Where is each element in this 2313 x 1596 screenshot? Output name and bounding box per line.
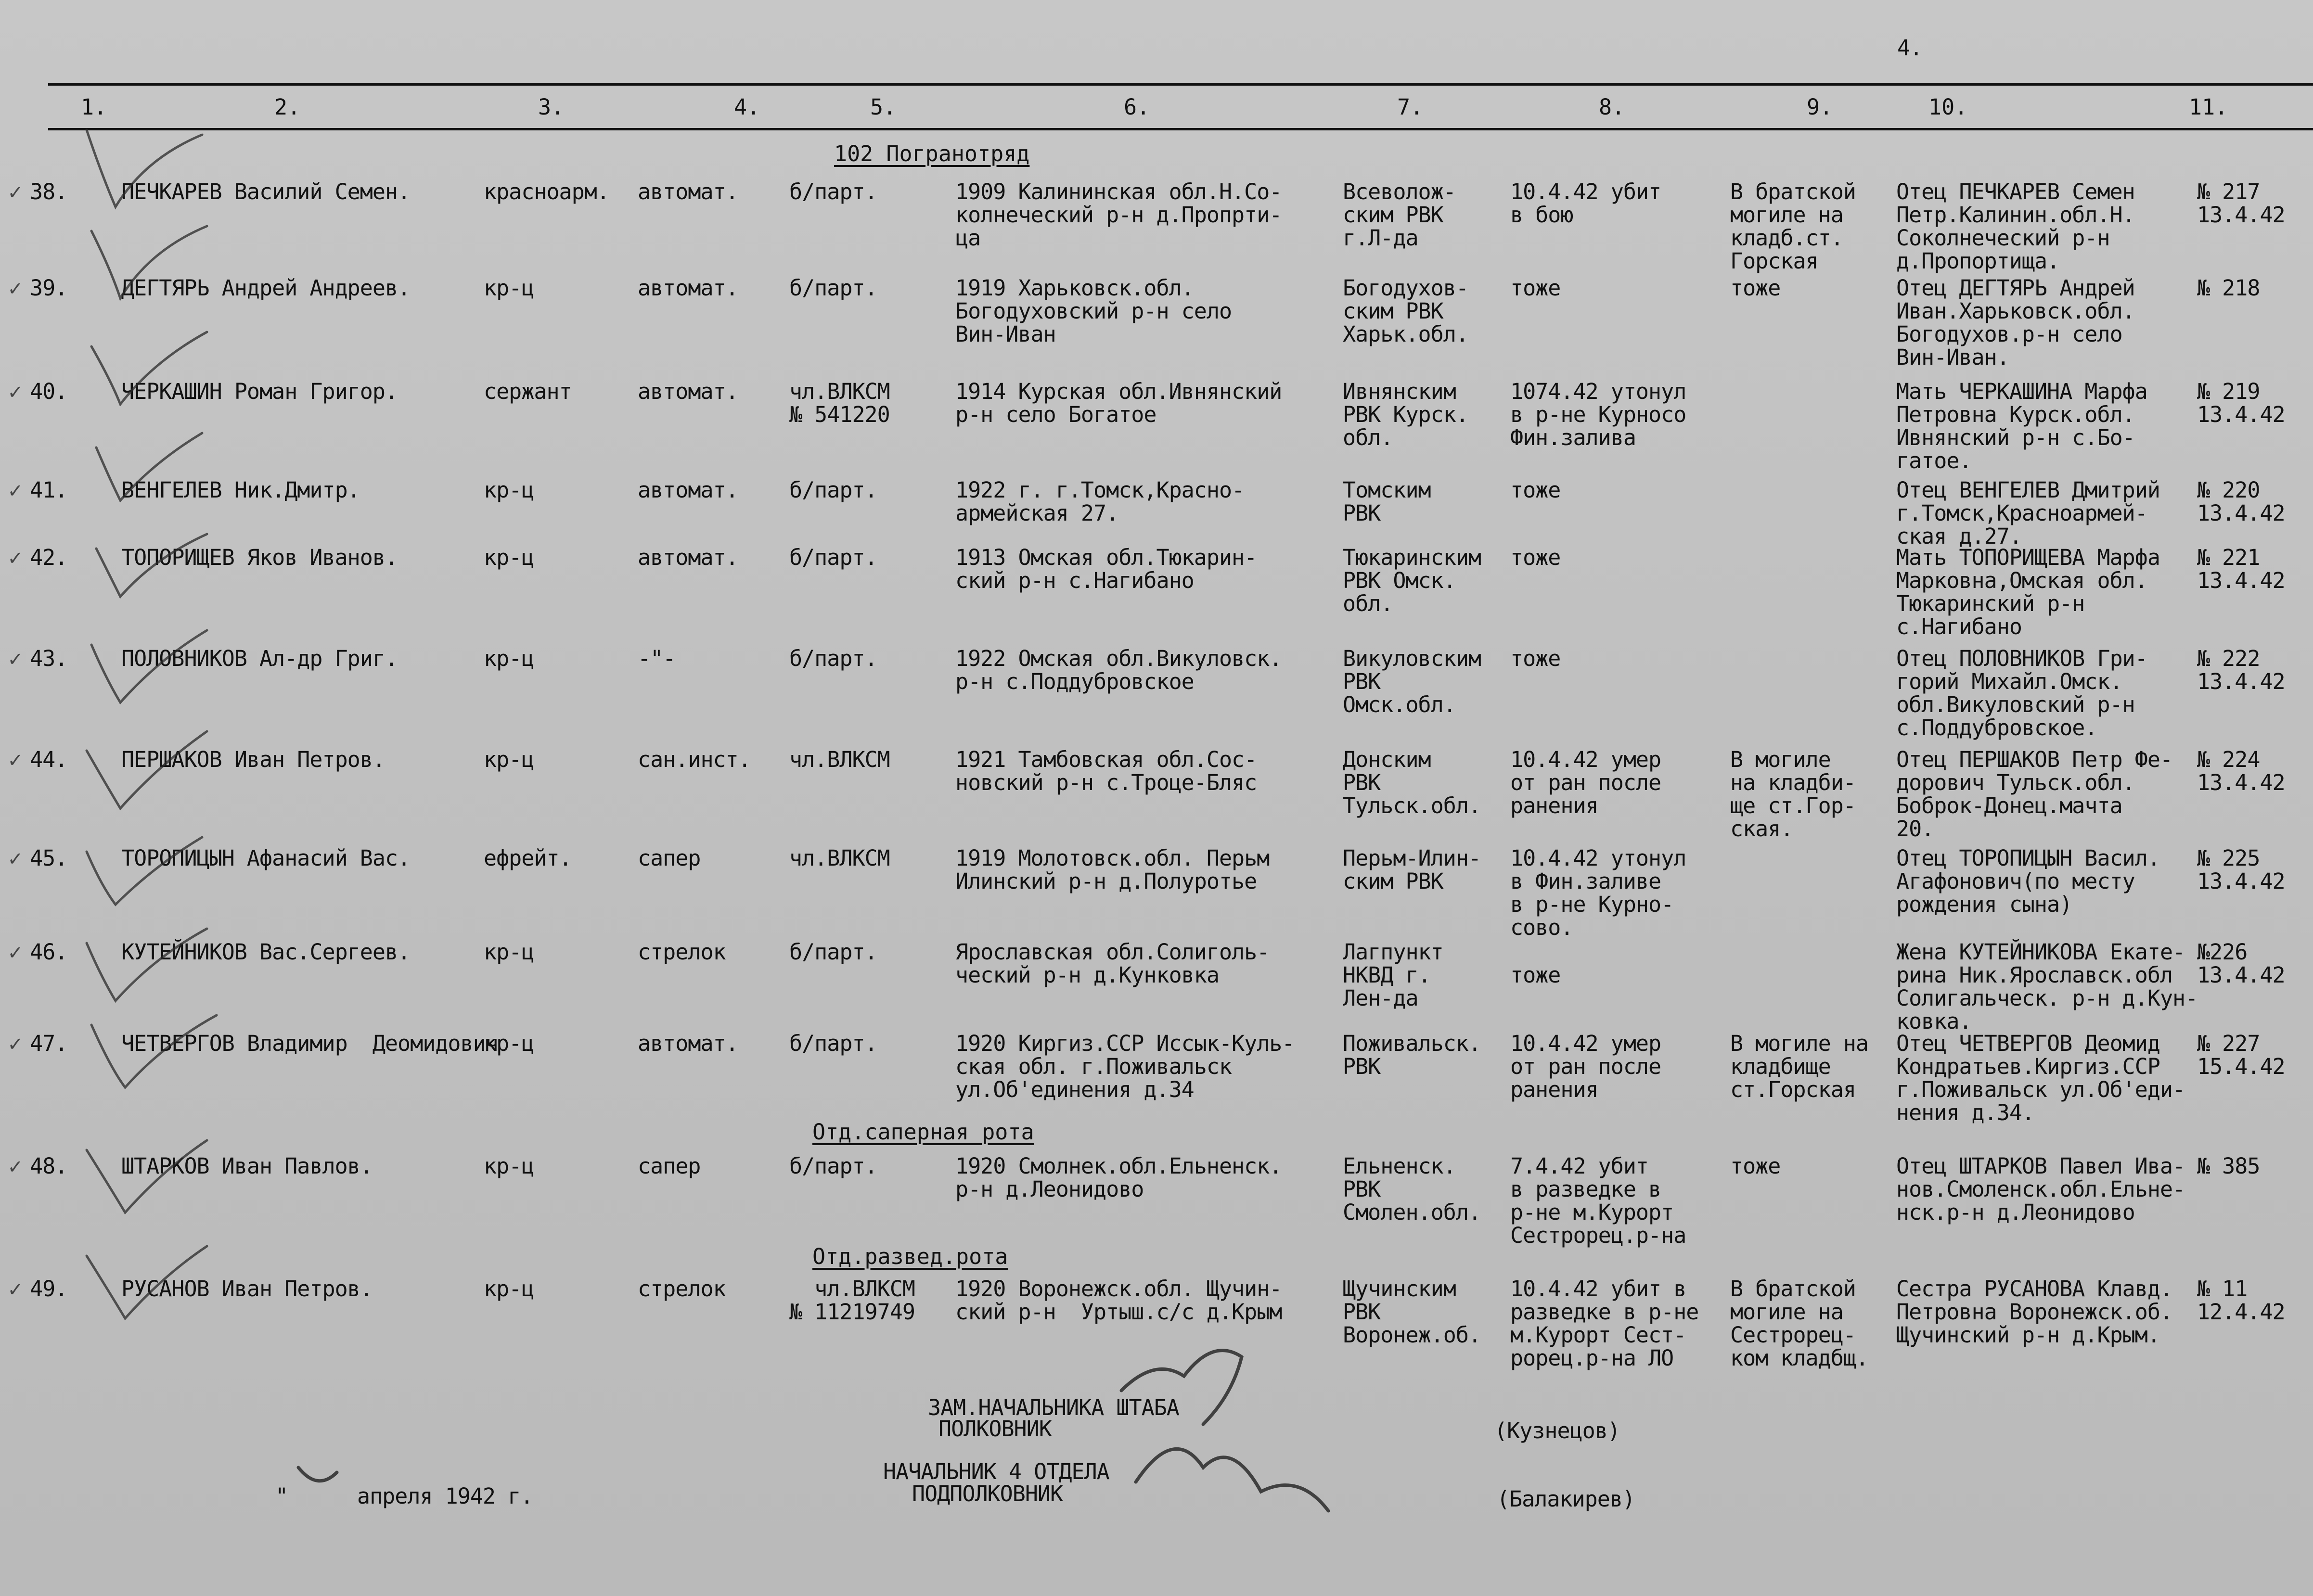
- column-number: 7.: [1397, 94, 1424, 120]
- notice-number: № 225 13.4.42: [2197, 845, 2285, 894]
- draft-office: Щучинским РВК Воронеж.об.: [1343, 1276, 1481, 1348]
- notice-number: № 11 12.4.42: [2197, 1276, 2285, 1325]
- check-tick-icon: ✓: [9, 545, 22, 570]
- check-tick-icon: ✓: [9, 179, 22, 204]
- party-membership: чл.ВЛКСМ: [789, 845, 890, 871]
- column-number: 11.: [2189, 94, 2228, 120]
- party-membership: б/парт.: [789, 179, 877, 204]
- soldier-name: ПОЛОВНИКОВ Ал-др Григ.: [121, 646, 398, 671]
- notice-number: № 217 13.4.42: [2197, 179, 2285, 228]
- next-of-kin: Отец ВЕНГЕЛЕВ Дмитрий г.Томск,Красноармей- ская д.27.: [1896, 477, 2160, 549]
- soldier-name: КУТЕЙНИКОВ Вас.Сергеев.: [121, 939, 411, 965]
- date-and-cause-of-death: 10.4.42 умер от ран после ранения: [1510, 1031, 1661, 1102]
- notice-number: № 385: [2197, 1153, 2260, 1179]
- date-and-cause-of-death: 1074.42 утонул в р-не Курносо Фин.залива: [1510, 379, 1686, 450]
- next-of-kin: Жена КУТЕЙНИКОВА Екате- рина Ник.Ярославск.обл Солигальческ. р-н д.Кун- ковка.: [1896, 939, 2198, 1034]
- burial-place: В могиле на кладби- ще ст.Гор- ская.: [1730, 747, 1856, 842]
- notice-number: № 222 13.4.42: [2197, 646, 2285, 694]
- military-rank: ефрейт.: [484, 845, 572, 871]
- position: сапер: [638, 1153, 701, 1179]
- military-rank: кр-ц: [484, 939, 534, 965]
- check-tick-icon: ✓: [9, 845, 22, 871]
- check-tick-icon: ✓: [9, 1276, 22, 1302]
- chief-4th-dept-title: НАЧАЛЬНИК 4 ОТДЕЛА: [883, 1459, 1109, 1484]
- next-of-kin: Отец ТОРОПИЦЫН Васил. Агафонович(по месту рождения сына): [1896, 845, 2160, 917]
- next-of-kin: Отец ШТАРКОВ Павел Ива- нов.Смоленск.обл.Ельне- нск.р-н д.Леонидово: [1896, 1153, 2185, 1225]
- column-number: 3.: [538, 94, 565, 120]
- row-number: 48.: [30, 1153, 68, 1179]
- section-heading-102-border-detachment: 102 Погранотряд: [834, 141, 1030, 166]
- row-number: 43.: [30, 646, 68, 671]
- check-tick-icon: ✓: [9, 275, 22, 301]
- birth-year-and-origin: 1920 Киргиз.ССР Иссык-Куль- ская обл. г.Поживальск ул.Об'единения д.34: [955, 1031, 1295, 1102]
- position: автомат.: [638, 179, 738, 204]
- military-rank: сержант: [484, 379, 572, 404]
- party-membership: б/парт.: [789, 646, 877, 671]
- notice-number: № 227 15.4.42: [2197, 1031, 2285, 1079]
- next-of-kin: Отец ДЕГТЯРЬ Андрей Иван.Харьковск.обл. Богодухов.р-н село Вин-Иван.: [1896, 275, 2135, 370]
- soldier-name: ВЕНГЕЛЕВ Ник.Дмитр.: [121, 477, 360, 503]
- chief-rank: ПОДПОЛКОВНИК: [912, 1481, 1063, 1507]
- draft-office: Тюкаринским РВК Омск. обл.: [1343, 545, 1481, 616]
- position: стрелок: [638, 1276, 726, 1302]
- date-and-cause-of-death: тоже: [1510, 477, 1561, 503]
- draft-office: Богодухов- ским РВК Харьк.обл.: [1343, 275, 1468, 347]
- birth-year-and-origin: 1914 Курская обл.Ивнянский р-н село Богатое: [955, 379, 1282, 427]
- burial-place: тоже: [1730, 275, 1781, 301]
- position: автомат.: [638, 275, 738, 301]
- position: сан.инст.: [638, 747, 751, 772]
- soldier-name: ДЕГТЯРЬ Андрей Андреев.: [121, 275, 411, 301]
- birth-year-and-origin: 1919 Харьковск.обл. Богодуховский р-н село Вин-Иван: [955, 275, 1232, 347]
- soldier-name: ТОПОРИЩЕВ Яков Иванов.: [121, 545, 398, 570]
- date-quote: ": [275, 1483, 288, 1509]
- date-and-cause-of-death: 10.4.42 утонул в Фин.заливе в р-не Курно- сово.: [1510, 845, 1686, 940]
- deputy-chief-of-staff-title: ЗАМ.НАЧАЛЬНИКА ШТАБА: [928, 1395, 1179, 1420]
- next-of-kin: Отец ЧЕТВЕРГОВ Деомид Кондратьев.Киргиз.ССР г.Поживальск ул.Об'еди- нения д.34.: [1896, 1031, 2185, 1125]
- draft-office: Всеволож- ским РВК г.Л-да: [1343, 179, 1456, 251]
- position: сапер: [638, 845, 701, 871]
- next-of-kin: Мать ЧЕРКАШИНА Марфа Петровна Курск.обл. Ивнянский р-н с.Бо- гатое.: [1896, 379, 2147, 473]
- row-number: 45.: [30, 845, 68, 871]
- column-number: 2.: [274, 94, 301, 120]
- burial-place: В могиле на кладбище ст.Горская: [1730, 1031, 1869, 1102]
- military-rank: кр-ц: [484, 477, 534, 503]
- date-and-cause-of-death: 10.4.42 убит в бою: [1510, 179, 1661, 228]
- check-tick-icon: ✓: [9, 646, 22, 671]
- deputy-name: (Кузнецов): [1494, 1418, 1620, 1443]
- position: автомат.: [638, 379, 738, 404]
- page-number: 4.: [1897, 35, 1923, 61]
- notice-number: № 218: [2197, 275, 2260, 301]
- next-of-kin: Отец ПОЛОВНИКОВ Гри- горий Михайл.Омск. обл.Викуловский р-н с.Поддубровское.: [1896, 646, 2147, 741]
- column-number: 5.: [870, 94, 897, 120]
- column-number: 6.: [1124, 94, 1150, 120]
- military-rank: кр-ц: [484, 1153, 534, 1179]
- deputy-rank: ПОЛКОВНИК: [938, 1416, 1052, 1442]
- row-number: 47.: [30, 1031, 68, 1056]
- birth-year-and-origin: Ярославская обл.Солиголь- ческий р-н д.Кунковка: [955, 939, 1270, 988]
- check-tick-icon: ✓: [9, 747, 22, 772]
- draft-office: Поживальск. РВК: [1343, 1031, 1481, 1079]
- column-number: 10.: [1928, 94, 1968, 120]
- draft-office: Томским РВК: [1343, 477, 1431, 526]
- notice-number: № 219 13.4.42: [2197, 379, 2285, 427]
- check-tick-icon: ✓: [9, 1031, 22, 1056]
- birth-year-and-origin: 1909 Калининская обл.Н.Со- колнеческий р-н д.Пропрти- ца: [955, 179, 1282, 251]
- soldier-name: ЧЕТВЕРГОВ Владимир Деомидович: [121, 1031, 498, 1056]
- date-and-cause-of-death: тоже: [1510, 646, 1561, 671]
- row-number: 40.: [30, 379, 68, 404]
- party-membership: б/парт.: [789, 1031, 877, 1056]
- soldier-name: ТОРОПИЦЫН Афанасий Вас.: [121, 845, 411, 871]
- party-membership: чл.ВЛКСМ № 11219749: [789, 1276, 915, 1325]
- draft-office: Ельненск. РВК Смолен.обл.: [1343, 1153, 1481, 1225]
- row-number: 44.: [30, 747, 68, 772]
- column-number: 8.: [1599, 94, 1625, 120]
- section-heading-recon-company: Отд.развед.рота: [812, 1244, 1008, 1269]
- check-tick-icon: ✓: [9, 477, 22, 503]
- header-rule-top: [48, 83, 2313, 86]
- draft-office: Донским РВК Тульск.обл.: [1343, 747, 1481, 818]
- row-number: 39.: [30, 275, 68, 301]
- military-rank: кр-ц: [484, 275, 534, 301]
- party-membership: б/парт.: [789, 545, 877, 570]
- row-number: 46.: [30, 939, 68, 965]
- notice-number: № 220 13.4.42: [2197, 477, 2285, 526]
- row-number: 41.: [30, 477, 68, 503]
- position: -"-: [638, 646, 676, 671]
- soldier-name: РУСАНОВ Иван Петров.: [121, 1276, 373, 1302]
- party-membership: чл.ВЛКСМ № 541220: [789, 379, 890, 427]
- birth-year-and-origin: 1922 Омская обл.Викуловск. р-н с.Поддубровское: [955, 646, 1282, 694]
- burial-place: тоже: [1730, 1153, 1781, 1179]
- date-and-cause-of-death: 10.4.42 убит в разведке в р-не м.Курорт Сест- рорец.р-на ЛО: [1510, 1276, 1699, 1371]
- party-membership: б/парт.: [789, 477, 877, 503]
- soldier-name: ЧЕРКАШИН Роман Григор.: [121, 379, 398, 404]
- next-of-kin: Мать ТОПОРИЩЕВА Марфа Марковна,Омская обл. Тюкаринский р-н с.Нагибано: [1896, 545, 2160, 639]
- notice-number: № 224 13.4.42: [2197, 747, 2285, 795]
- draft-office: Лагпункт НКВД г. Лен-да: [1343, 939, 1443, 1011]
- position: автомат.: [638, 477, 738, 503]
- column-number: 9.: [1807, 94, 1833, 120]
- check-tick-icon: ✓: [9, 939, 22, 965]
- date-and-cause-of-death: тоже: [1510, 545, 1561, 570]
- column-number: 4.: [734, 94, 760, 120]
- soldier-name: ШТАРКОВ Иван Павлов.: [121, 1153, 373, 1179]
- military-rank: кр-ц: [484, 545, 534, 570]
- birth-year-and-origin: 1919 Молотовск.обл. Перьм Илинский р-н д.Полуротье: [955, 845, 1270, 894]
- check-tick-icon: ✓: [9, 379, 22, 404]
- position: автомат.: [638, 545, 738, 570]
- next-of-kin: Отец ПЕЧКАРЕВ Семен Петр.Калинин.обл.Н. Соколнеческий р-н д.Пропортища.: [1896, 179, 2135, 274]
- birth-year-and-origin: 1922 г. г.Томск,Красно- армейская 27.: [955, 477, 1245, 526]
- party-membership: б/парт.: [789, 939, 877, 965]
- military-rank: кр-ц: [484, 646, 534, 671]
- soldier-name: ПЕЧКАРЕВ Василий Семен.: [121, 179, 411, 204]
- draft-office: Викуловским РВК Омск.обл.: [1343, 646, 1481, 717]
- column-number: 1.: [81, 94, 107, 120]
- date-and-cause-of-death: 7.4.42 убит в разведке в р-не м.Курорт Сестрорец.р-на: [1510, 1153, 1686, 1248]
- birth-year-and-origin: 1920 Смолнек.обл.Ельненск. р-н д.Леонидово: [955, 1153, 1282, 1202]
- draft-office: Перьм-Илин- ским РВК: [1343, 845, 1481, 894]
- position: автомат.: [638, 1031, 738, 1056]
- notice-number: № 221 13.4.42: [2197, 545, 2285, 593]
- notice-number: №226 13.4.42: [2197, 939, 2285, 988]
- birth-year-and-origin: 1920 Воронежск.обл. Щучин- ский р-н Уртыш.с/с д.Крым: [955, 1276, 1282, 1325]
- military-rank: красноарм.: [484, 179, 609, 204]
- next-of-kin: Сестра РУСАНОВА Клавд. Петровна Воронежск.об. Щучинский р-н д.Крым.: [1896, 1276, 2173, 1348]
- check-tick-icon: ✓: [9, 1153, 22, 1179]
- party-membership: б/парт.: [789, 275, 877, 301]
- burial-place: В братской могиле на кладб.ст. Горская: [1730, 179, 1856, 274]
- military-rank: кр-ц: [484, 747, 534, 772]
- military-rank: кр-ц: [484, 1031, 534, 1056]
- draft-office: Ивнянским РВК Курск. обл.: [1343, 379, 1468, 450]
- date-and-cause-of-death: 10.4.42 умер от ран после ранения: [1510, 747, 1661, 818]
- position: стрелок: [638, 939, 726, 965]
- burial-place: В братской могиле на Сестрорец- ком кладбщ.: [1730, 1276, 1869, 1371]
- section-heading-sapper-company: Отд.саперная рота: [812, 1119, 1034, 1145]
- next-of-kin: Отец ПЕРШАКОВ Петр Фе- дорович Тульск.обл. Боброк-Донец.мачта 20.: [1896, 747, 2173, 842]
- military-rank: кр-ц: [484, 1276, 534, 1302]
- header-rule-bottom: [48, 128, 2313, 130]
- birth-year-and-origin: 1921 Тамбовская обл.Сос- новский р-н с.Троце-Бляс: [955, 747, 1257, 795]
- document-date: апреля 1942 г.: [357, 1483, 533, 1509]
- row-number: 49.: [30, 1276, 68, 1302]
- row-number: 42.: [30, 545, 68, 570]
- party-membership: чл.ВЛКСМ: [789, 747, 890, 772]
- birth-year-and-origin: 1913 Омская обл.Тюкарин- ский р-н с.Нагибано: [955, 545, 1257, 593]
- date-and-cause-of-death: тоже: [1510, 962, 1561, 988]
- chief-name: (Балакирев): [1497, 1486, 1635, 1512]
- date-and-cause-of-death: тоже: [1510, 275, 1561, 301]
- party-membership: б/парт.: [789, 1153, 877, 1179]
- soldier-name: ПЕРШАКОВ Иван Петров.: [121, 747, 385, 772]
- row-number: 38.: [30, 179, 68, 204]
